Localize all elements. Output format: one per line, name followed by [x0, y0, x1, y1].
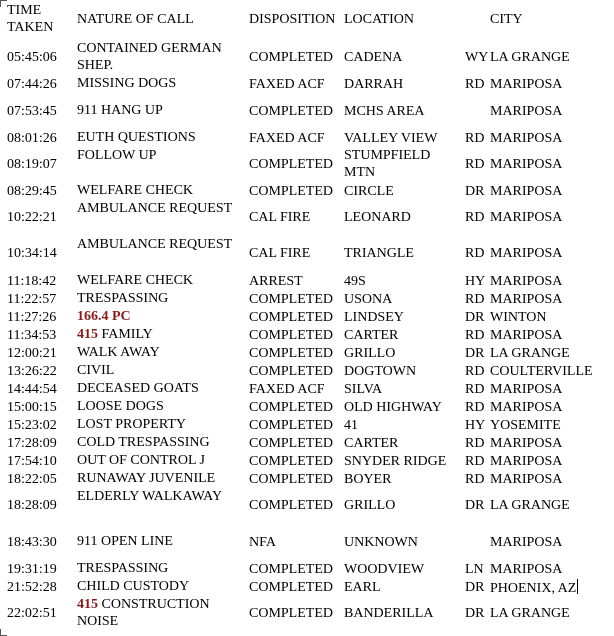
time-cell: 15:00:15 [7, 400, 57, 415]
table-row [0, 398, 614, 416]
location-cell: USONA [344, 292, 393, 307]
location-cell: GRILLO [344, 346, 396, 361]
location-cell: OLD HIGHWAY [344, 400, 442, 415]
street-suffix: WY [465, 50, 489, 65]
time-cell: 11:18:42 [7, 274, 57, 289]
time-cell: 10:34:14 [7, 246, 57, 261]
nature-text: FOLLOW UP [77, 148, 157, 163]
city-cell [490, 497, 570, 514]
city-cell [490, 245, 562, 262]
disposition-cell: COMPLETED [249, 292, 333, 307]
time-cell: 12:00:21 [7, 346, 57, 361]
nature-text: OUT OF CONTROL J [77, 453, 205, 468]
nature-text: TRESPASSING [77, 291, 169, 306]
nature-text: CHILD CUSTODY [77, 579, 190, 594]
time-cell: 08:19:07 [7, 157, 57, 172]
city-cell [490, 471, 562, 488]
header-location: LOCATION [344, 12, 414, 27]
time-cell: 07:44:26 [7, 77, 57, 92]
city-cell [490, 103, 562, 120]
street-suffix: RD [465, 131, 485, 146]
nature-text: 911 HANG UP [77, 103, 163, 118]
street-suffix: RD [465, 210, 485, 225]
table-row [0, 308, 614, 326]
time-cell: 15:23:02 [7, 418, 57, 433]
city-cell [490, 309, 547, 326]
city-text: MARIPOSA [490, 382, 563, 397]
disposition-cell: FAXED ACF [249, 382, 325, 397]
location-cell: 41 [344, 418, 358, 433]
time-cell: 10:22:21 [7, 210, 57, 225]
city-text: MARIPOSA [490, 184, 563, 199]
location-cell: GRILLO [344, 498, 396, 513]
city-text: MARIPOSA [490, 535, 563, 550]
city-text: MARIPOSA [490, 210, 563, 225]
nature-cell [77, 129, 245, 146]
time-cell: 17:28:09 [7, 436, 57, 451]
city-cell [490, 605, 570, 622]
nature-text: EUTH QUESTIONS [77, 130, 196, 145]
nature-cell [77, 236, 245, 253]
time-cell: 17:54:10 [7, 454, 57, 469]
table-row [0, 236, 614, 270]
nature-text: WALK AWAY [77, 345, 160, 360]
city-text: MARIPOSA [490, 328, 563, 343]
street-suffix: RD [465, 157, 485, 172]
nature-cell [77, 434, 245, 451]
disposition-cell: COMPLETED [249, 328, 333, 343]
header-city: CITY [490, 12, 523, 27]
table-row [0, 380, 614, 398]
location-cell: MCHS AREA [344, 104, 425, 119]
disposition-cell: COMPLETED [249, 104, 333, 119]
nature-cell [77, 308, 245, 325]
time-cell: 21:52:28 [7, 580, 57, 595]
table-row [0, 75, 614, 93]
time-cell: 18:43:30 [7, 535, 57, 550]
city-text: MARIPOSA [490, 157, 563, 172]
disposition-cell: COMPLETED [249, 580, 333, 595]
city-text: MARIPOSA [490, 292, 563, 307]
nature-text: AMBULANCE REQUEST [77, 237, 233, 252]
nature-cell [77, 272, 245, 289]
disposition-cell: COMPLETED [249, 498, 333, 513]
time-cell: 19:31:19 [7, 562, 57, 577]
nature-text: CONTAINED GERMAN SHEP. [77, 41, 222, 73]
city-text: MARIPOSA [490, 131, 563, 146]
nature-text: COLD TRESPASSING [77, 435, 210, 450]
nature-cell [77, 578, 245, 595]
location-cell: LINDSEY [344, 310, 404, 325]
city-cell [490, 534, 562, 551]
city-text: LA GRANGE [490, 50, 570, 65]
city-text: MARIPOSA [490, 436, 563, 451]
street-suffix: LN [465, 562, 484, 577]
street-suffix: HY [465, 274, 486, 289]
city-text: WINTON [490, 310, 547, 325]
disposition-cell: FAXED ACF [249, 131, 325, 146]
street-suffix: RD [465, 436, 485, 451]
disposition-cell: COMPLETED [249, 606, 333, 621]
time-cell: 18:28:09 [7, 498, 57, 513]
penal-code: 415 [77, 597, 98, 612]
street-suffix: RD [465, 400, 485, 415]
city-text: MARIPOSA [490, 562, 563, 577]
nature-cell [77, 290, 245, 307]
nature-cell [77, 596, 245, 630]
disposition-cell: COMPLETED [249, 454, 333, 469]
location-cell: CIRCLE [344, 184, 394, 199]
table-row [0, 40, 614, 74]
city-text: MARIPOSA [490, 77, 563, 92]
table-row [0, 470, 614, 488]
time-cell: 05:45:06 [7, 50, 57, 65]
location-cell: TRIANGLE [344, 246, 414, 261]
time-cell: 13:26:22 [7, 364, 57, 379]
street-suffix: RD [465, 364, 485, 379]
time-cell: 11:27:26 [7, 310, 57, 325]
street-suffix: RD [465, 472, 485, 487]
location-cell: DOGTOWN [344, 364, 417, 379]
table-row [0, 290, 614, 308]
location-cell: SNYDER RIDGE [344, 454, 447, 469]
disposition-cell: COMPLETED [249, 400, 333, 415]
table-row [0, 362, 614, 380]
corner-mark-bottom [0, 629, 7, 636]
location-cell: VALLEY VIEW [344, 131, 438, 146]
disposition-cell: COMPLETED [249, 346, 333, 361]
city-text: PHOENIX, AZ [490, 581, 577, 596]
street-suffix: HY [465, 418, 486, 433]
header-nature: NATURE OF CALL [77, 12, 194, 27]
text-cursor [577, 579, 578, 594]
location-cell: STUMPFIELD MTN [344, 148, 431, 180]
nature-text: ELDERLY WALKAWAY [77, 489, 223, 504]
nature-cell [77, 362, 245, 379]
street-suffix: DR [465, 498, 485, 513]
nature-text: CONSTRUCTION NOISE [77, 597, 210, 629]
table-row [0, 182, 614, 200]
city-cell [490, 417, 561, 434]
time-cell: 22:02:51 [7, 606, 57, 621]
street-suffix: RD [465, 328, 485, 343]
location-cell: LEONARD [344, 210, 411, 225]
city-cell [490, 327, 562, 344]
location-cell: SILVA [344, 382, 383, 397]
city-text: LA GRANGE [490, 498, 570, 513]
nature-text: 911 OPEN LINE [77, 534, 173, 549]
time-cell: 14:44:54 [7, 382, 57, 397]
nature-text: LOOSE DOGS [77, 399, 164, 414]
city-text: COULTERVILLE [490, 364, 593, 379]
header-time [7, 2, 53, 36]
location-cell: BANDERILLA [344, 606, 434, 621]
table-row [0, 560, 614, 578]
time-cell: 08:01:26 [7, 131, 57, 146]
nature-cell [77, 75, 245, 92]
city-cell [490, 381, 562, 398]
nature-text: RUNAWAY JUVENILE [77, 471, 216, 486]
table-row [0, 129, 614, 147]
nature-cell [77, 470, 245, 487]
time-cell: 07:53:45 [7, 104, 57, 119]
disposition-cell: CAL FIRE [249, 210, 311, 225]
nature-cell [77, 488, 245, 505]
city-text: MARIPOSA [490, 246, 563, 261]
table-row [0, 488, 614, 522]
city-text: MARIPOSA [490, 454, 563, 469]
city-cell [490, 49, 570, 66]
nature-cell [77, 380, 245, 397]
disposition-cell: COMPLETED [249, 310, 333, 325]
city-text: MARIPOSA [490, 274, 563, 289]
city-cell [490, 579, 578, 597]
nature-text: LOST PROPERTY [77, 417, 186, 432]
location-cell: WOODVIEW [344, 562, 425, 577]
nature-text: CIVIL [77, 363, 115, 378]
city-cell [490, 435, 562, 452]
city-cell [490, 291, 562, 308]
city-cell [490, 345, 570, 362]
nature-cell [77, 326, 245, 343]
disposition-cell: NFA [249, 535, 276, 550]
header-time-line2: TAKEN [7, 20, 54, 35]
city-cell [490, 209, 562, 226]
street-suffix: DR [465, 606, 485, 621]
street-suffix: DR [465, 310, 485, 325]
city-cell [490, 183, 562, 200]
street-suffix: DR [465, 346, 485, 361]
street-suffix: RD [465, 292, 485, 307]
nature-text: MISSING DOGS [77, 76, 177, 91]
location-cell: DARRAH [344, 77, 404, 92]
nature-text: DECEASED GOATS [77, 381, 199, 396]
location-cell: EARL [344, 580, 381, 595]
location-cell: CARTER [344, 328, 399, 343]
table-row [0, 416, 614, 434]
nature-cell [77, 102, 245, 119]
city-cell [490, 130, 562, 147]
table-row [0, 326, 614, 344]
disposition-cell: COMPLETED [249, 184, 333, 199]
city-text: LA GRANGE [490, 606, 570, 621]
city-text: LA GRANGE [490, 346, 570, 361]
city-cell [490, 363, 593, 380]
nature-cell [77, 40, 245, 74]
nature-cell [77, 416, 245, 433]
disposition-cell: COMPLETED [249, 364, 333, 379]
table-row [0, 200, 614, 234]
table-header [0, 2, 614, 38]
nature-cell [77, 398, 245, 415]
city-cell [490, 76, 562, 93]
time-cell: 18:22:05 [7, 472, 57, 487]
header-time-line1: TIME [7, 3, 42, 18]
disposition-cell: COMPLETED [249, 472, 333, 487]
location-cell: UNKNOWN [344, 535, 418, 550]
city-text: MARIPOSA [490, 472, 563, 487]
nature-cell [77, 344, 245, 361]
table-row [0, 434, 614, 452]
table-row [0, 533, 614, 551]
time-cell: 11:22:57 [7, 292, 57, 307]
nature-text: FAMILY [101, 327, 153, 342]
city-cell [490, 156, 562, 173]
time-cell: 11:34:53 [7, 328, 57, 343]
disposition-cell: COMPLETED [249, 562, 333, 577]
street-suffix: RD [465, 246, 485, 261]
nature-cell [77, 182, 245, 199]
table-row [0, 147, 614, 181]
city-text: MARIPOSA [490, 104, 563, 119]
penal-code: 415 [77, 327, 98, 342]
city-text: YOSEMITE [490, 418, 561, 433]
table-row [0, 344, 614, 362]
nature-cell [77, 200, 245, 217]
table-row [0, 272, 614, 290]
street-suffix: DR [465, 184, 485, 199]
nature-text: WELFARE CHECK [77, 273, 194, 288]
table-row [0, 102, 614, 120]
street-suffix: DR [465, 580, 485, 595]
nature-cell [77, 533, 245, 550]
disposition-cell: COMPLETED [249, 157, 333, 172]
header-disposition: DISPOSITION [249, 12, 336, 27]
nature-cell [77, 560, 245, 577]
location-cell: BOYER [344, 472, 392, 487]
time-cell: 08:29:45 [7, 184, 57, 199]
street-suffix: RD [465, 382, 485, 397]
table-row [0, 596, 614, 630]
city-cell [490, 561, 562, 578]
disposition-cell: FAXED ACF [249, 77, 325, 92]
nature-cell [77, 452, 245, 469]
street-suffix: RD [465, 77, 485, 92]
penal-code: 166.4 PC [77, 309, 131, 324]
disposition-cell: COMPLETED [249, 436, 333, 451]
city-cell [490, 453, 562, 470]
table-row [0, 452, 614, 470]
location-cell: CARTER [344, 436, 399, 451]
nature-text: AMBULANCE REQUEST [77, 201, 233, 216]
street-suffix: RD [465, 454, 485, 469]
city-cell [490, 399, 562, 416]
city-text: MARIPOSA [490, 400, 563, 415]
disposition-cell: COMPLETED [249, 418, 333, 433]
nature-cell [77, 147, 245, 164]
disposition-cell: ARREST [249, 274, 303, 289]
table-row [0, 578, 614, 596]
location-cell: 49S [344, 274, 366, 289]
nature-text: WELFARE CHECK [77, 183, 194, 198]
city-cell [490, 273, 562, 290]
disposition-cell: CAL FIRE [249, 246, 311, 261]
nature-text: TRESPASSING [77, 561, 169, 576]
location-cell: CADENA [344, 50, 403, 65]
disposition-cell: COMPLETED [249, 50, 333, 65]
